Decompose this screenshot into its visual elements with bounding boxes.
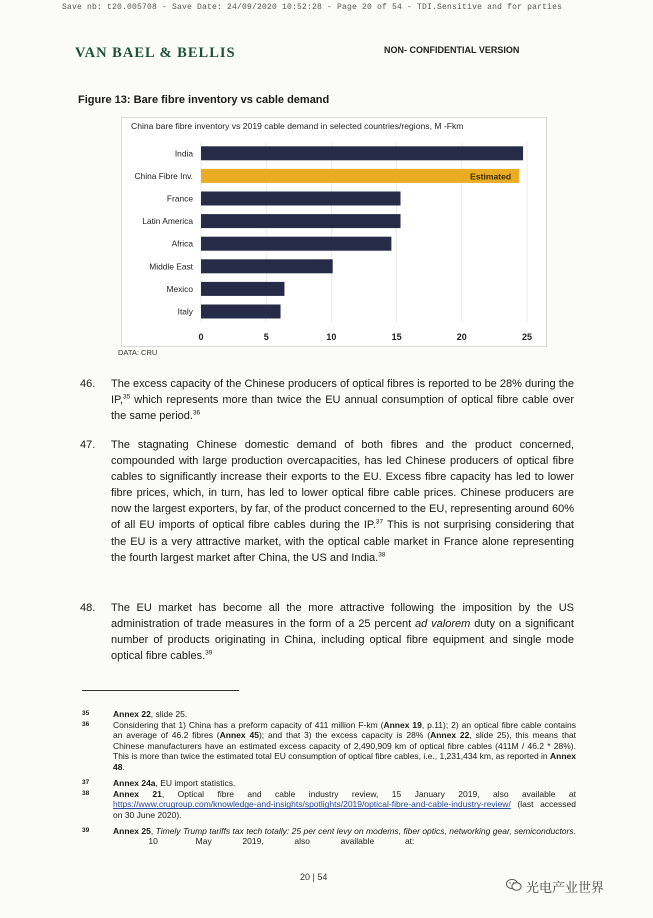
footnote-number: 38 — [82, 790, 90, 797]
watermark-text: 光电产业世界 — [526, 880, 605, 895]
paragraph-text: The excess capacity of the Chinese producers of optical fibres is reported to be 28% during the IP,$^{35}$ which represents more than twice the EU annual consumption of optical fibre cable over the same period.$^{36}$ — [111, 378, 574, 423]
paragraph-text: The stagnating Chinese domestic demand of both fibres and the product concerned, compounded with large production overcapacities, has led Chinese producers of optical fibre cables to significantly increase their exports to the EU. Excess fibre capacity has led to lower fibre prices, which, in turn, has led to lower optical fibre cable prices. Chinese producers are now the largest exporters, by far, of the product concerned to the EU, representing around 60% of all EU imports of optical fibre cables during the IP.$^{37}$ This is not surprising considering that the EU is a very attractive market, with the optical cable market in France alone representing the fourth largest market after China, the US and India.$^{38}$ — [111, 439, 574, 564]
paragraph-48 — [80, 600, 574, 664]
footnote-number: 37 — [82, 779, 90, 786]
footnote-text: Annex 25, Timely Trump tariffs tax tech totally: 25 per cent levy on modems, fiber optics, networking gear, semiconductors. 10 May 2019, also available at: — [113, 826, 576, 847]
paragraph-number: 46. — [80, 378, 96, 390]
footnote-number: 35 — [82, 710, 90, 717]
category-label: Middle East — [149, 261, 193, 272]
footnote-38[interactable] — [82, 789, 576, 820]
footnote-divider — [82, 690, 239, 691]
bar-middle-east — [201, 259, 333, 273]
bar-africa — [201, 237, 391, 251]
footnote-number: 39 — [82, 827, 90, 834]
x-tick-label: 25 — [521, 331, 533, 342]
paragraph-number: 48. — [80, 602, 96, 614]
chart-title: China bare fibre inventory vs 2019 cable demand in selected countries/regions, M -Fkm — [131, 121, 464, 131]
x-tick-label: 15 — [391, 331, 402, 342]
page-number: 20 | 54 — [300, 872, 328, 882]
bar-france — [201, 192, 401, 206]
category-label: Africa — [171, 238, 193, 249]
data-source: DATA: CRU — [118, 348, 158, 357]
footnote-text[interactable]: Annex 21, Optical fibre and cable industry review, 15 January 2019, also available at https://www.crugroup.com/knowledge-and-insights/spotlights/2019/optical-fibre-and-cable-industry-review/ (last accessed on 30 June 2020). — [113, 789, 576, 820]
estimated-label: Estimated — [470, 171, 512, 182]
wechat-icon — [506, 878, 522, 895]
footnote-36 — [82, 720, 576, 772]
figure-title: Figure 13: Bare fibre inventory vs cable demand — [78, 94, 330, 106]
category-label: India — [174, 148, 193, 159]
paragraph-number: 47. — [80, 439, 96, 451]
category-label: Italy — [177, 306, 193, 317]
category-label: China Fibre Inv. — [134, 170, 193, 181]
watermark — [506, 877, 604, 896]
x-tick-label: 10 — [326, 331, 337, 342]
bar-latin-america — [201, 214, 401, 228]
bar-chart — [121, 117, 545, 345]
category-label: France — [166, 193, 193, 204]
footnote-number: 36 — [82, 721, 90, 728]
confidentiality-label: NON- CONFIDENTIAL VERSION — [384, 45, 520, 55]
bar-india — [201, 146, 523, 160]
footnote-text: Annex 22, slide 25. — [113, 709, 188, 719]
paragraph-47 — [80, 437, 574, 566]
category-label: Latin America — [142, 216, 193, 227]
bar-italy — [201, 305, 281, 319]
footnote-35 — [82, 709, 576, 719]
footnote-39 — [82, 826, 576, 847]
x-tick-label: 5 — [263, 331, 269, 342]
firm-name: VAN BAEL & BELLIS — [75, 45, 236, 61]
paragraph-text: The EU market has become all the more attractive following the imposition by the US administration of trade measures in the form of a 25 percent ad valorem duty on a significant number of products originating in China, including optical fibre equipment and single mode optical fibre cables.$^{39}$ — [111, 602, 574, 663]
footnote-37 — [82, 778, 576, 788]
bar-mexico — [201, 282, 284, 296]
paragraph-46 — [80, 376, 574, 424]
category-label: Mexico — [166, 283, 193, 294]
footnote-text: Considering that 1) China has a preform capacity of 411 million F-km (Annex 19, p.11); 2) an optical fibre cable contains an average of 46.2 fibres (Annex 45); and that 3) the excess capacity is 28% (Annex 22, slide 25), this means that Chinese manufacturers have an estimated excess capacity of 2,490,909 km of optical fibre cables (411M / 46.2 * 28%). This is more than twice the estimated total EU consumption of optical fibre cables, i.e., 1,231,434 km, as reported in Annex 48. — [113, 720, 577, 772]
save-info-header: Save nb: t20.005708 - Save Date: 24/09/2020 10:52:28 - Page 20 of 54 - TDI.Sensitive and for parties — [62, 3, 563, 12]
footnote-text: Annex 24a, EU import statistics. — [113, 778, 236, 788]
x-tick-label: 20 — [456, 331, 467, 342]
x-tick-label: 0 — [198, 331, 204, 342]
